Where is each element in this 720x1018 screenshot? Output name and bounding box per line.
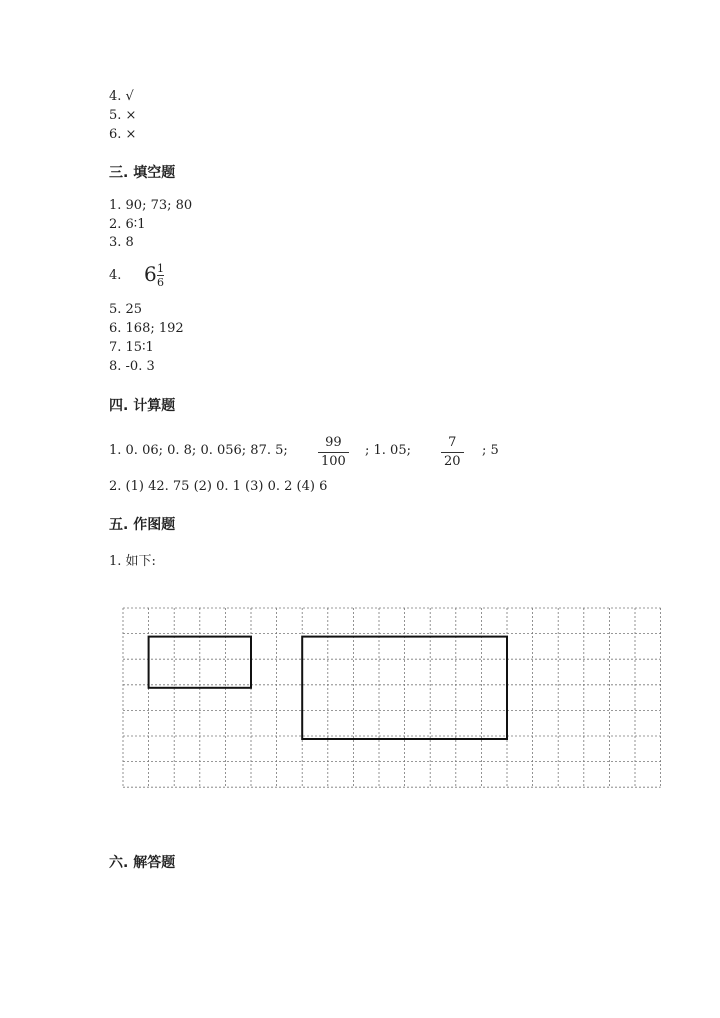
fraction-bar [441, 452, 464, 453]
fraction-numerator: 1 [157, 262, 164, 275]
judge-answer-6: 6. × [109, 127, 137, 142]
fraction-denominator: 20 [444, 454, 461, 469]
calc-answer-1-suffix: ; 5 [482, 443, 499, 458]
fraction-denominator: 100 [321, 454, 346, 469]
mixed-number-whole: 6 [144, 262, 157, 286]
drawing-grid [120, 606, 665, 811]
fraction-7-20 [441, 436, 464, 469]
fill-answer-8: 8. -0. 3 [109, 359, 155, 374]
fill-answer-2: 2. 6∶1 [109, 217, 146, 232]
fraction-bar [318, 452, 349, 453]
fill-answer-1: 1. 90; 73; 80 [109, 198, 193, 213]
fraction-numerator: 99 [325, 435, 342, 450]
mixed-number-fraction [157, 263, 164, 288]
fill-answer-3: 3. 8 [109, 235, 134, 250]
large-rectangle [302, 637, 507, 739]
section-heading-fill: 三. 填空题 [109, 165, 176, 181]
section-heading-draw: 五. 作图题 [109, 517, 176, 533]
judge-answer-5: 5. × [109, 108, 137, 123]
fraction-99-100 [318, 436, 349, 469]
fill-answer-6: 6. 168; 192 [109, 321, 184, 336]
fill-answer-7: 7. 15∶1 [109, 340, 154, 355]
fill-answer-4-label: 4. [109, 268, 122, 283]
fraction-numerator: 7 [448, 435, 457, 450]
calc-answer-2: 2. (1) 42. 75 (2) 0. 1 (3) 0. 2 (4) 6 [109, 479, 328, 494]
judge-answer-4: 4. √ [109, 89, 134, 104]
fraction-denominator: 6 [157, 276, 164, 289]
section-heading-solve: 六. 解答题 [109, 855, 176, 871]
fill-answer-5: 5. 25 [109, 302, 143, 317]
calc-answer-1-prefix: 1. 0. 06; 0. 8; 0. 056; 87. 5; [109, 443, 288, 458]
calc-answer-1-mid: ; 1. 05; [365, 443, 411, 458]
draw-answer-1: 1. 如下: [109, 554, 156, 569]
section-heading-calc: 四. 计算题 [109, 398, 176, 414]
